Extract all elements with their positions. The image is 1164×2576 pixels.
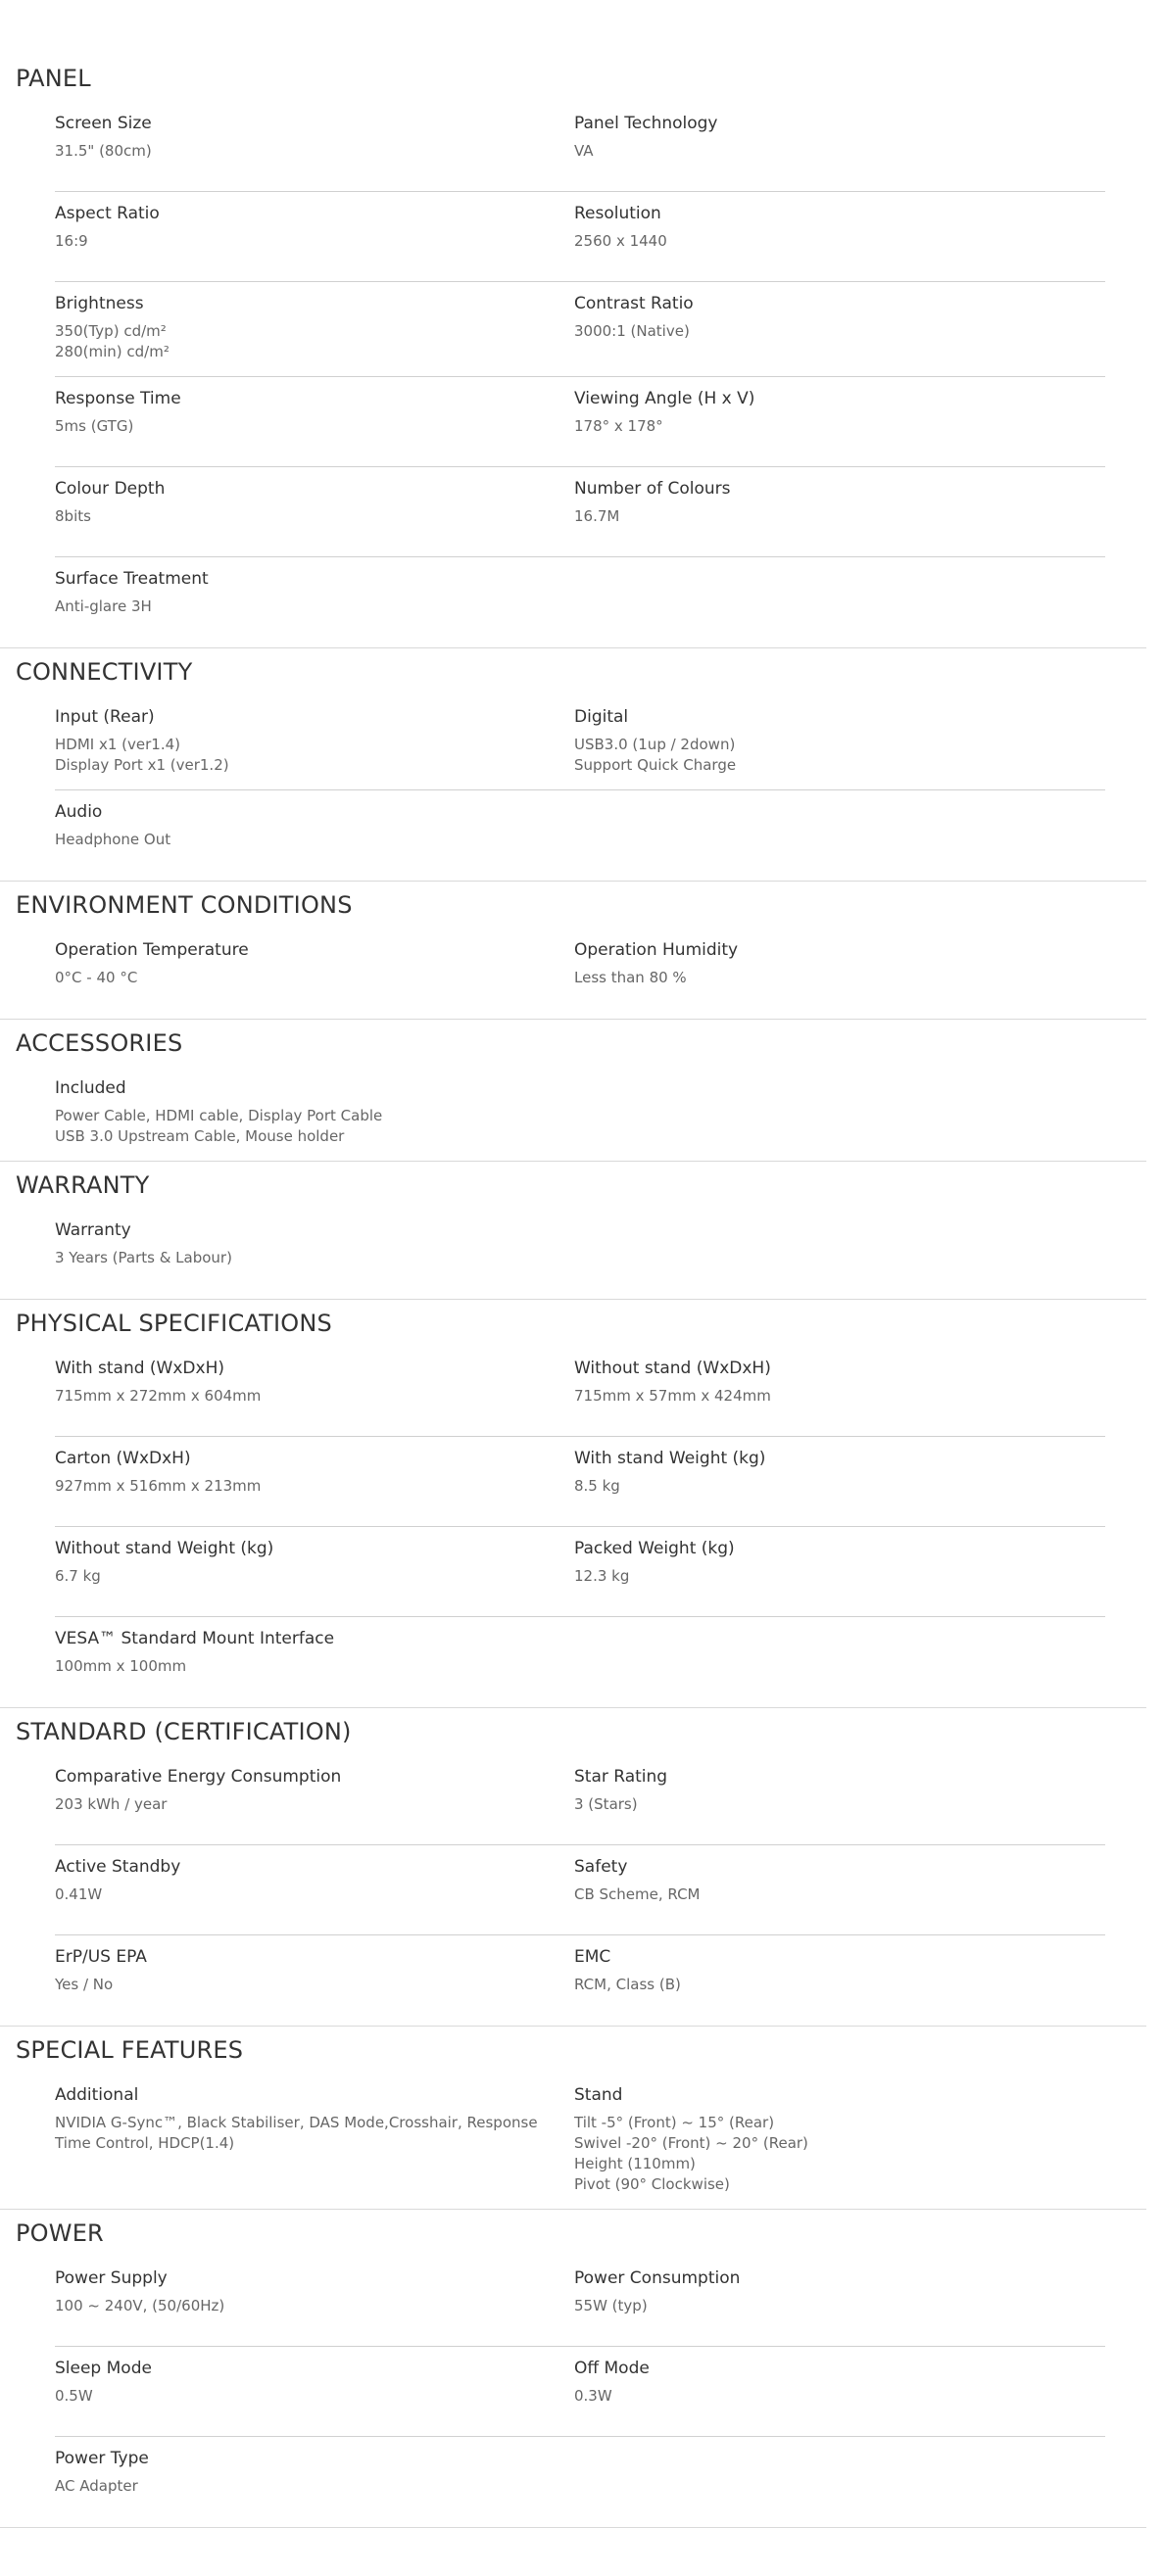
spec-row (55, 1617, 1105, 1707)
spec-value (55, 506, 555, 527)
spec-value (574, 1884, 1105, 1905)
spec-value (55, 141, 555, 162)
spec-value-line: USB3.0 (1up / 2down) (574, 736, 736, 753)
spec-value-line: NVIDIA G-Sync™, Black Stabiliser, DAS Mode,Crosshair, Response Time Control, HDCP(1.4) (55, 2114, 538, 2152)
spec-value (55, 1794, 555, 1815)
spec-label: Power Consumption (574, 2268, 741, 2288)
spec-label: Sleep Mode (55, 2359, 152, 2378)
spec-row (55, 1527, 1105, 1617)
spec-value (55, 1975, 555, 1995)
spec-value-line: 0.3W (574, 2387, 612, 2405)
spec-value (55, 1386, 555, 1407)
spec-label: Operation Humidity (574, 940, 739, 960)
spec-item-power-consumption (574, 2266, 1105, 2332)
spec-row (55, 282, 1105, 377)
spec-value-line: 100 ~ 240V, (50/60Hz) (55, 2297, 225, 2314)
spec-label: Panel Technology (574, 114, 718, 133)
spec-item-panel-technology (574, 112, 1105, 177)
spec-row (55, 1067, 1105, 1161)
spec-value-line: 0.5W (55, 2387, 93, 2405)
spec-value-line: Yes / No (55, 1976, 114, 1993)
spec-value-line: Headphone Out (55, 831, 171, 848)
spec-value-line: 12.3 kg (574, 1567, 630, 1585)
spec-item-operation-humidity (574, 938, 1105, 1005)
spec-row (55, 2074, 1105, 2209)
section-title: ACCESSORIES (16, 1029, 183, 1057)
spec-item-included (55, 1076, 574, 1147)
spec-item-power-supply (55, 2266, 574, 2332)
spec-value (574, 1566, 1105, 1587)
spec-value (55, 968, 555, 988)
spec-value-line: Swivel -20° (Front) ~ 20° (Rear) (574, 2134, 808, 2152)
spec-row (55, 695, 1105, 790)
spec-value (55, 1106, 555, 1147)
spec-value (574, 506, 1105, 527)
spec-label: Carton (WxDxH) (55, 1449, 191, 1468)
spec-value (55, 2476, 555, 2497)
spec-item-operation-temperature (55, 938, 574, 1005)
spec-item-warranty (55, 1218, 574, 1285)
spec-value (574, 231, 1105, 252)
spec-value-line: Tilt -5° (Front) ~ 15° (Rear) (574, 2114, 775, 2131)
spec-label: Packed Weight (kg) (574, 1539, 735, 1558)
spec-label: Warranty (55, 1220, 131, 1240)
spec-value-line: 350(Typ) cd/m² (55, 322, 167, 340)
spec-value-line: Height (110mm) (574, 2155, 696, 2172)
spec-label: Included (55, 1078, 126, 1098)
spec-row (55, 1347, 1105, 1437)
spec-value (574, 1794, 1105, 1815)
spec-item-with-stand-wxdxh (55, 1357, 574, 1422)
spec-value-line: Pivot (90° Clockwise) (574, 2175, 730, 2193)
spec-item-comparative-energy-consumption (55, 1765, 574, 1831)
spec-item-response-time (55, 387, 574, 453)
spec-value (574, 416, 1105, 437)
spec-value-line: 55W (typ) (574, 2297, 648, 2314)
spec-label: ErP/US EPA (55, 1947, 147, 1967)
spec-value-line: 3000:1 (Native) (574, 322, 690, 340)
spec-value-line: AC Adapter (55, 2477, 138, 2495)
spec-item-without-stand-weight-kg (55, 1537, 574, 1602)
spec-row (55, 1437, 1105, 1527)
spec-row (55, 2257, 1105, 2347)
spec-item-audio (55, 800, 574, 867)
spec-item-emc (574, 1945, 1105, 2012)
spec-label: Digital (574, 707, 629, 727)
spec-value-line: HDMI x1 (ver1.4) (55, 736, 180, 753)
spec-value (574, 2296, 1105, 2316)
spec-value-line: Display Port x1 (ver1.2) (55, 756, 229, 774)
spec-label: Safety (574, 1857, 628, 1877)
spec-value (574, 2386, 1105, 2407)
spec-value (55, 1656, 555, 1677)
spec-label: Number of Colours (574, 479, 731, 499)
spec-label: Without stand Weight (kg) (55, 1539, 274, 1558)
spec-value-line: 6.7 kg (55, 1567, 101, 1585)
spec-item-safety (574, 1855, 1105, 1921)
spec-label: Contrast Ratio (574, 294, 694, 313)
spec-label: Resolution (574, 204, 661, 223)
spec-item-aspect-ratio (55, 202, 574, 267)
spec-section-special-features (0, 2027, 1146, 2210)
spec-label: Without stand (WxDxH) (574, 1359, 771, 1378)
spec-label: VESA™ Standard Mount Interface (55, 1629, 335, 1648)
spec-item-without-stand-wxdxh (574, 1357, 1105, 1422)
section-title: CONNECTIVITY (16, 658, 193, 686)
spec-item-vesa-standard-mount-interface (55, 1627, 574, 1693)
spec-value-line: 0.41W (55, 1885, 103, 1903)
spec-label: Comparative Energy Consumption (55, 1767, 342, 1787)
spec-item-viewing-angle-h-x-v (574, 387, 1105, 453)
spec-section-connectivity (0, 648, 1146, 882)
spec-label: Viewing Angle (H x V) (574, 389, 755, 408)
spec-row (55, 2437, 1105, 2527)
spec-value-line: 16:9 (55, 232, 88, 250)
spec-label: Stand (574, 2085, 623, 2105)
spec-value (574, 968, 1105, 988)
spec-value-line: 203 kWh / year (55, 1795, 168, 1813)
spec-label: Operation Temperature (55, 940, 249, 960)
spec-label: Screen Size (55, 114, 152, 133)
spec-value (574, 735, 1105, 776)
spec-value (55, 416, 555, 437)
spec-value-line: 715mm x 57mm x 424mm (574, 1387, 771, 1405)
spec-row (55, 1755, 1105, 1845)
spec-value-line: 100mm x 100mm (55, 1657, 187, 1675)
spec-value-line: 715mm x 272mm x 604mm (55, 1387, 262, 1405)
section-title: STANDARD (CERTIFICATION) (16, 1718, 352, 1745)
spec-value-line: 16.7M (574, 507, 620, 525)
spec-label: Aspect Ratio (55, 204, 160, 223)
spec-value-line: 5ms (GTG) (55, 417, 134, 435)
spec-section-warranty (0, 1162, 1146, 1300)
spec-value (55, 1248, 555, 1268)
spec-value-line: RCM, Class (B) (574, 1976, 681, 1993)
spec-label: Additional (55, 2085, 139, 2105)
spec-label: EMC (574, 1947, 611, 1967)
spec-item-digital (574, 705, 1105, 776)
spec-value (55, 1884, 555, 1905)
spec-value-line: 8.5 kg (574, 1477, 620, 1495)
spec-value-line: USB 3.0 Upstream Cable, Mouse holder (55, 1127, 345, 1145)
spec-row (55, 1935, 1105, 2026)
spec-value-line: 31.5" (80cm) (55, 142, 152, 160)
spec-row (55, 929, 1105, 1019)
spec-label: Power Type (55, 2449, 149, 2468)
spec-value-line: VA (574, 142, 594, 160)
spec-value (55, 2296, 555, 2316)
spec-label: Audio (55, 802, 103, 822)
spec-item-carton-wxdxh (55, 1447, 574, 1512)
spec-value-line: Power Cable, HDMI cable, Display Port Cable (55, 1107, 383, 1124)
spec-row (55, 192, 1105, 282)
spec-value (55, 596, 555, 617)
spec-label: Surface Treatment (55, 569, 209, 589)
spec-label: With stand (WxDxH) (55, 1359, 224, 1378)
spec-value-line: 3 (Stars) (574, 1795, 638, 1813)
spec-value (574, 2113, 1105, 2195)
spec-value (55, 321, 555, 362)
spec-value-line: Less than 80 % (574, 969, 687, 986)
spec-item-contrast-ratio (574, 292, 1105, 362)
spec-label: Power Supply (55, 2268, 168, 2288)
spec-item-stand (574, 2083, 1105, 2195)
spec-row (55, 2347, 1105, 2437)
spec-value-line: 280(min) cd/m² (55, 343, 170, 360)
section-title: PHYSICAL SPECIFICATIONS (16, 1310, 332, 1337)
spec-row (55, 1209, 1105, 1299)
spec-item-active-standby (55, 1855, 574, 1921)
spec-item-erp-us-epa (55, 1945, 574, 2012)
spec-item-resolution (574, 202, 1105, 267)
spec-item-star-rating (574, 1765, 1105, 1831)
spec-label: Off Mode (574, 2359, 650, 2378)
spec-label: With stand Weight (kg) (574, 1449, 766, 1468)
spec-value (55, 1476, 555, 1497)
spec-value-line: 8bits (55, 507, 91, 525)
spec-value (55, 2113, 555, 2154)
spec-row (55, 377, 1105, 467)
section-title: ENVIRONMENT CONDITIONS (16, 891, 353, 919)
spec-label: Response Time (55, 389, 181, 408)
spec-value-line: 178° x 178° (574, 417, 663, 435)
spec-value-line: 927mm x 516mm x 213mm (55, 1477, 262, 1495)
spec-item-power-type (55, 2447, 574, 2513)
spec-value (55, 2386, 555, 2407)
spec-label: Star Rating (574, 1767, 668, 1787)
spec-value (55, 231, 555, 252)
spec-value-line: 2560 x 1440 (574, 232, 667, 250)
spec-section-environment-conditions (0, 882, 1146, 1020)
spec-row (55, 467, 1105, 557)
spec-item-colour-depth (55, 477, 574, 543)
spec-value-line: Anti-glare 3H (55, 597, 152, 615)
spec-value (55, 830, 555, 850)
spec-label: Input (Rear) (55, 707, 155, 727)
section-title: POWER (16, 2219, 104, 2247)
spec-section-accessories (0, 1020, 1146, 1162)
spec-value-line: 3 Years (Parts & Labour) (55, 1249, 232, 1266)
spec-item-number-of-colours (574, 477, 1105, 543)
spec-value (574, 321, 1105, 342)
spec-item-with-stand-weight-kg (574, 1447, 1105, 1512)
spec-value (574, 1476, 1105, 1497)
spec-value-line: 0°C - 40 °C (55, 969, 138, 986)
spec-row (55, 557, 1105, 647)
spec-item-off-mode (574, 2357, 1105, 2422)
spec-item-additional (55, 2083, 574, 2195)
spec-section-physical-specifications (0, 1300, 1146, 1708)
spec-item-input-rear (55, 705, 574, 776)
spec-row (55, 790, 1105, 881)
spec-value (574, 1975, 1105, 1995)
spec-item-brightness (55, 292, 574, 362)
section-title: WARRANTY (16, 1171, 150, 1199)
spec-section-panel (0, 55, 1146, 648)
spec-item-sleep-mode (55, 2357, 574, 2422)
spec-label: Active Standby (55, 1857, 181, 1877)
spec-value-line: CB Scheme, RCM (574, 1885, 701, 1903)
spec-item-surface-treatment (55, 567, 574, 634)
spec-value-line: Support Quick Charge (574, 756, 737, 774)
spec-row (55, 1845, 1105, 1935)
spec-label: Brightness (55, 294, 144, 313)
spec-section-standard-certification (0, 1708, 1146, 2027)
section-title: SPECIAL FEATURES (16, 2036, 244, 2064)
spec-value (55, 1566, 555, 1587)
spec-item-screen-size (55, 112, 574, 177)
spec-value (574, 1386, 1105, 1407)
spec-item-packed-weight-kg (574, 1537, 1105, 1602)
spec-section-power (0, 2210, 1146, 2528)
section-title: PANEL (16, 65, 91, 92)
spec-label: Colour Depth (55, 479, 166, 499)
spec-value (574, 141, 1105, 162)
spec-row (55, 102, 1105, 192)
spec-value (55, 735, 555, 776)
